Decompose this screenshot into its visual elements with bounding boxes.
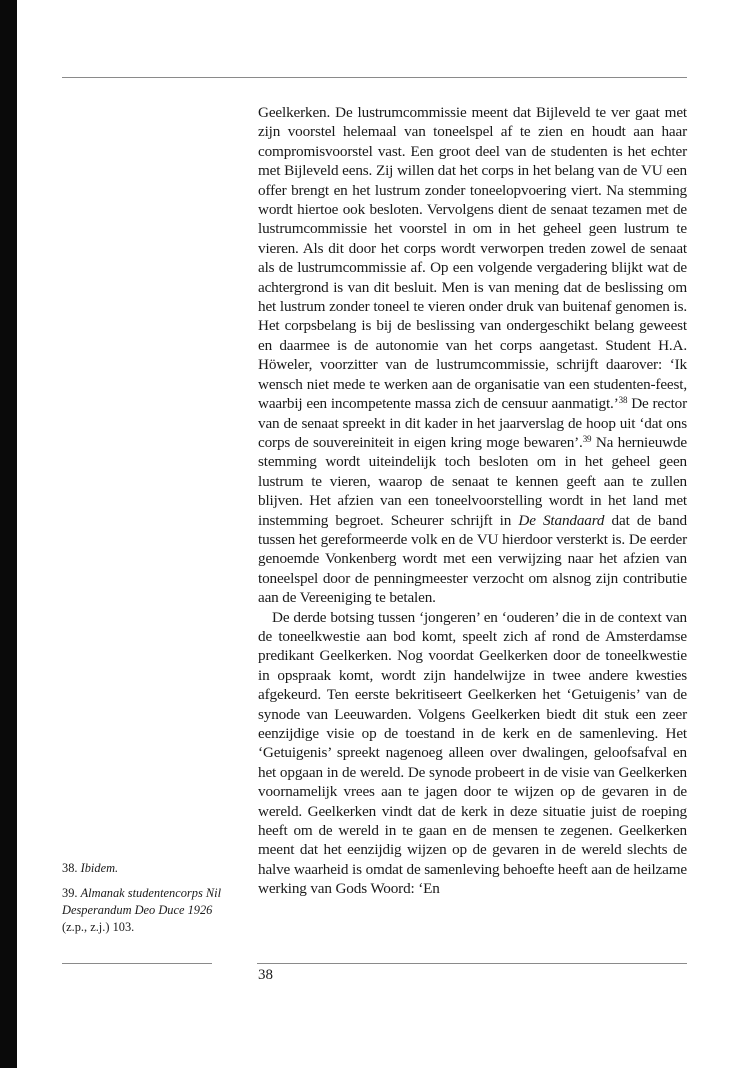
- footnote-number: 39.: [62, 886, 78, 900]
- page-number: 38: [258, 967, 273, 983]
- smallcaps-abbrev: VU: [640, 162, 663, 180]
- body-text: [258, 103, 687, 899]
- footnote-suffix: (z.p., z.j.) 103.: [62, 920, 135, 934]
- scan-edge-shadow: [0, 0, 17, 1068]
- footnotes: [62, 860, 222, 944]
- footnote-rule: [62, 963, 212, 964]
- header-rule: [62, 77, 687, 78]
- footnote-38: [62, 860, 222, 877]
- footnote-text: Almanak studentencorps Nil Desperandum Deo Duce 1926: [62, 886, 222, 917]
- text-segment: De derde botsing tussen ‘jongeren’ en ‘ouderen’ die in de context van de toneelkwestie aan bod komt, speelt zich af rond de Amsterdamse predikant Geelkerken. Nog voordat Geelkerken door de toneelkwestie in opspraak komt, wordt zijn handelwijze in twee andere kwesties afgekeurd. Ten eerste bekritiseert Geelkerken het ‘Getuigenis’ van de synode van Leeuwarden. Volgens Geelkerken biedt dit stuk een zeer eenzijdige visie op de toestand in de kerk en de samenleving. Het ‘Getuigenis’ spreekt nagenoeg alleen over dwalingen, geloofsafval en het opgaan in de wereld. De synode probeert in de visie van Geelkerken voornamelijk vrees aan te jagen door te wijzen op de gevaren in de wereld. Geelkerken vindt dat de kerk in deze situatie juist de roeping heeft om de wereld in te gaan en de mensen te zegenen. Geelkerken meent dat het eenzijdig wijzen op de gevaren in de wereld slechts de halve waarheid is omdat de samenleving behoefte heeft aan de heilzame werking van Gods Woord: ‘En: [258, 608, 687, 898]
- footnote-ref-39[interactable]: 39: [582, 433, 592, 444]
- smallcaps-abbrev: VU: [476, 530, 499, 548]
- paragraph-2: [258, 608, 687, 899]
- text-segment: De rector van de senaat spreekt in dit kader in het jaarverslag de hoop uit ‘dat ons corps de souvereiniteit in eigen kring moge bewaren’.: [258, 395, 687, 451]
- footnote-39: [62, 885, 222, 936]
- text-segment: hierdoor versterkt is. De eerder genoemde Vonkenberg wordt met een verwijzing naar het afzien van toneelspel door de penningmeester verzocht om alsnog zijn contributie aan de Vereeniging te betalen.: [258, 530, 687, 607]
- text-segment: dat de band tussen het gereformeerde volk en de: [258, 511, 687, 548]
- text-segment: Geelkerken. De lustrumcommissie meent dat Bijleveld te ver gaat met zijn voorstel helemaal van toneelspel af te zien en houdt aan haar compromisvoorstel vast. Een groot deel van de studenten is het echter met Bijleveld eens. Zij willen dat het corps in het belang van de: [258, 104, 687, 180]
- footnote-text: Ibidem.: [80, 861, 119, 875]
- text-segment: Na hernieuwde stemming wordt uiteindelijk toch besloten om in het geheel geen lustrum te vieren, waarop de senaat te kennen geeft aan te zullen blijven. Het afzien van een toneelvoorstelling wordt in het land met instemming begroet. Scheurer schrijft in: [258, 433, 687, 529]
- footnote-ref-38[interactable]: 38: [618, 395, 628, 406]
- text-segment: een offer brengt en het lustrum zonder toneelopvoering viert. Na stemming wordt hiertoe ook besloten. Vervolgens dient de senaat tezamen met de lustrumcommissie het voorstel in om in het geheel geen lustrum te vieren. Als dit door het corps wordt verworpen treden zowel de senaat als de lustrumcommissie af. Op een volgende vergadering blijkt wat de achtergrond is van dit besluit. Men is van mening dat de beslissing om het lustrum zonder toneel te vieren onder druk van buitenaf genomen is. Het corpsbelang is bij de beslissing van ondergeschikt belang geweest en daarmee is de autonomie van het corps aangetast. Student H.A. Höweler, voorzitter van de lustrumcommissie, schrijft daarover: ‘Ik wensch niet mede te werken aan de organisatie van een studenten-feest, waarbij een incompetente massa zich de censuur aanmatigt.’: [258, 162, 687, 413]
- footnote-number: 38.: [62, 861, 78, 875]
- italic-title: De Standaard: [518, 511, 605, 529]
- footer-rule: [257, 963, 687, 964]
- paragraph-1: [258, 103, 687, 608]
